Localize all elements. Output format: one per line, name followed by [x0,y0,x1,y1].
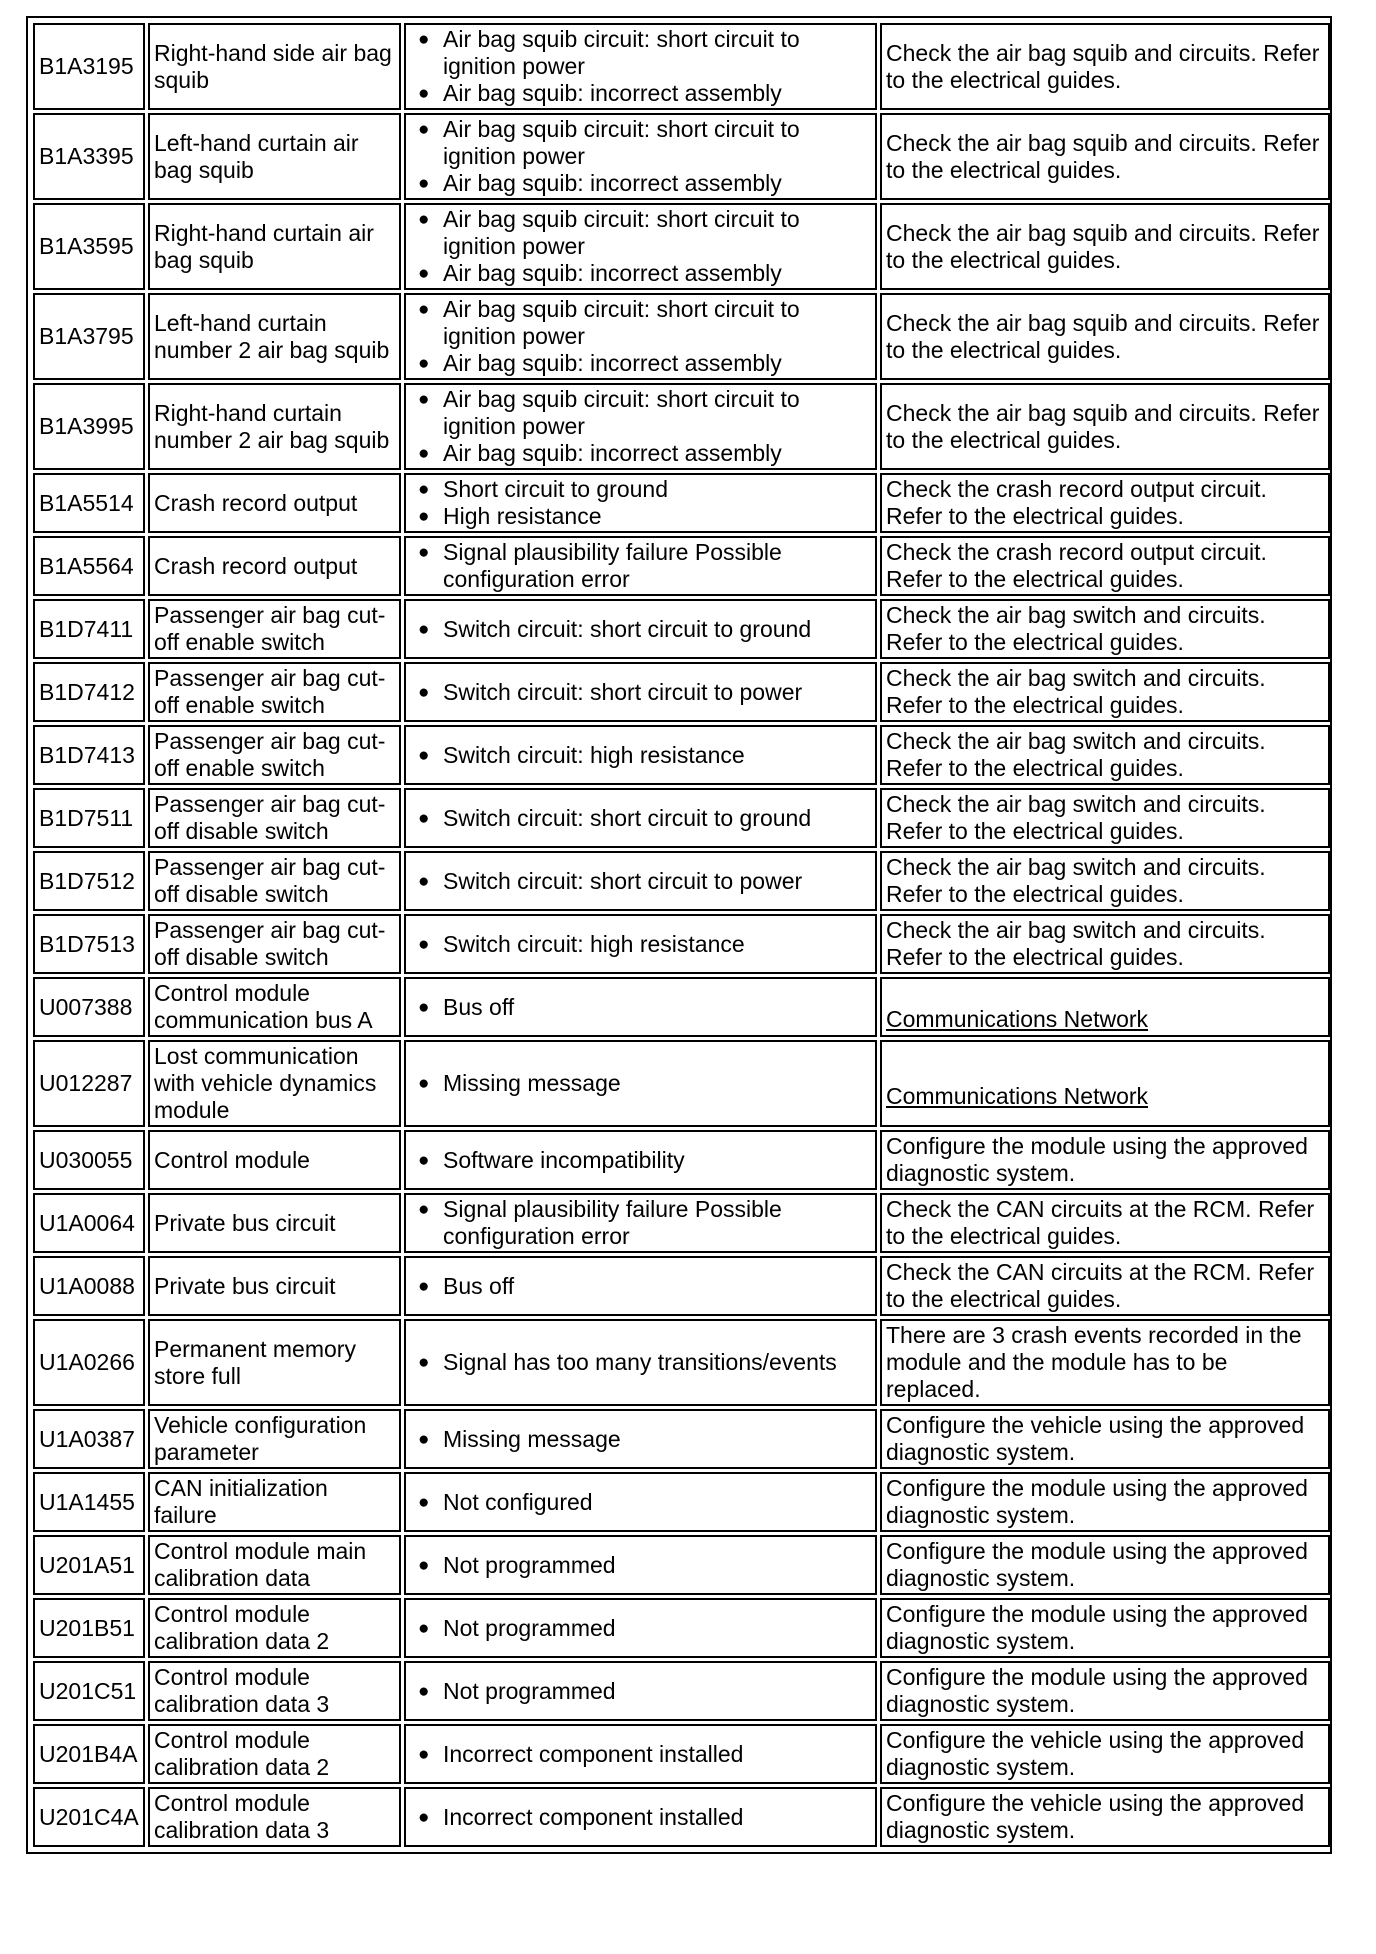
dtc-code-cell: B1A3195 [33,23,145,110]
dtc-code-cell: U1A0387 [33,1409,145,1469]
action-cell: Check the CAN circuits at the RCM. Refer to the electrical guides. [880,1193,1330,1253]
dtc-code-cell: B1A3395 [33,113,145,200]
condition-item: ● Bus off [410,994,871,1021]
component-cell: Permanent memory store full [148,1319,401,1406]
condition-cell [404,1661,877,1721]
condition-list [410,1426,871,1453]
condition-cell [404,473,877,533]
action-cell: Configure the module using the approved diagnostic system. [880,1472,1330,1532]
table-row [33,977,1330,1037]
table-row [33,536,1330,596]
dtc-code-cell: B1D7511 [33,788,145,848]
component-cell: Control module calibration data 2 [148,1724,401,1784]
action-cell [880,1040,1330,1127]
condition-list [410,539,871,593]
condition-cell [404,851,877,911]
condition-cell [404,113,877,200]
condition-item: ● Air bag squib: incorrect assembly [410,80,871,107]
condition-item: ● Not programmed [410,1678,871,1705]
table-row [33,1409,1330,1469]
table-row [33,293,1330,380]
condition-cell [404,293,877,380]
condition-cell [404,203,877,290]
dtc-code-cell: B1D7412 [33,662,145,722]
condition-cell [404,977,877,1037]
component-cell: Lost communication with vehicle dynamics module [148,1040,401,1127]
condition-item: ● Not configured [410,1489,871,1516]
action-cell: Configure the vehicle using the approved diagnostic system. [880,1409,1330,1469]
dtc-table [30,20,1333,1850]
dtc-code-cell: B1A3995 [33,383,145,470]
condition-item: ● Switch circuit: short circuit to power [410,868,871,895]
condition-list [410,26,871,107]
condition-cell [404,599,877,659]
condition-item: ● Switch circuit: short circuit to ground [410,805,871,832]
component-cell: Private bus circuit [148,1256,401,1316]
action-cell: Check the air bag switch and circuits. Refer to the electrical guides. [880,725,1330,785]
condition-list [410,476,871,530]
condition-item: ● Air bag squib circuit: short circuit to ignition power [410,206,871,260]
condition-cell [404,1256,877,1316]
condition-item: ● Air bag squib: incorrect assembly [410,440,871,467]
action-cell: Check the CAN circuits at the RCM. Refer to the electrical guides. [880,1256,1330,1316]
dtc-code-cell: B1D7413 [33,725,145,785]
dtc-code-cell: B1A3795 [33,293,145,380]
action-cell: Configure the module using the approved diagnostic system. [880,1130,1330,1190]
action-cell: Check the air bag squib and circuits. Refer to the electrical guides. [880,113,1330,200]
table-row [33,1040,1330,1127]
dtc-code-cell: B1A5564 [33,536,145,596]
dtc-code-cell: B1A5514 [33,473,145,533]
table-row [33,851,1330,911]
condition-cell [404,1598,877,1658]
table-row [33,1472,1330,1532]
component-cell: Control module calibration data 2 [148,1598,401,1658]
action-cell: Check the crash record output circuit. Refer to the electrical guides. [880,473,1330,533]
condition-cell [404,914,877,974]
condition-cell [404,1193,877,1253]
table-row [33,788,1330,848]
condition-cell [404,1472,877,1532]
action-cell: Configure the vehicle using the approved diagnostic system. [880,1787,1330,1847]
condition-item: ● Air bag squib: incorrect assembly [410,260,871,287]
component-cell: Left-hand curtain number 2 air bag squib [148,293,401,380]
condition-cell [404,662,877,722]
component-cell: Private bus circuit [148,1193,401,1253]
condition-list [410,616,871,643]
condition-list [410,1615,871,1642]
condition-list [410,1489,871,1516]
condition-list [410,805,871,832]
condition-item: ● Signal has too many transitions/events [410,1349,871,1376]
component-cell: Right-hand side air bag squib [148,23,401,110]
condition-item: ● Switch circuit: short circuit to ground [410,616,871,643]
condition-item: ● High resistance [410,503,871,530]
dtc-code-cell: B1A3595 [33,203,145,290]
condition-list [410,1678,871,1705]
condition-cell [404,383,877,470]
table-row [33,113,1330,200]
condition-item: ● Not programmed [410,1615,871,1642]
component-cell: Right-hand curtain number 2 air bag squib [148,383,401,470]
condition-item: ● Air bag squib: incorrect assembly [410,170,871,197]
action-cell: Check the air bag squib and circuits. Refer to the electrical guides. [880,293,1330,380]
condition-list [410,994,871,1021]
condition-list [410,1349,871,1376]
table-row [33,1256,1330,1316]
condition-cell [404,536,877,596]
communications-network-link[interactable]: Communications Network [886,1082,1149,1109]
condition-list [410,116,871,197]
condition-item: ● Software incompatibility [410,1147,871,1174]
component-cell: Passenger air bag cut-off disable switch [148,788,401,848]
table-row [33,383,1330,470]
action-cell: Configure the module using the approved diagnostic system. [880,1598,1330,1658]
condition-list [410,679,871,706]
dtc-code-cell: U201C4A [33,1787,145,1847]
component-cell: Crash record output [148,536,401,596]
table-row [33,1787,1330,1847]
action-cell: Check the air bag squib and circuits. Refer to the electrical guides. [880,23,1330,110]
condition-item: ● Short circuit to ground [410,476,871,503]
table-row [33,599,1330,659]
action-cell: Check the air bag switch and circuits. Refer to the electrical guides. [880,662,1330,722]
condition-list [410,868,871,895]
condition-cell [404,1130,877,1190]
condition-list [410,296,871,377]
condition-item: ● Air bag squib: incorrect assembly [410,350,871,377]
condition-item: ● Air bag squib circuit: short circuit to ignition power [410,116,871,170]
condition-list [410,1552,871,1579]
dtc-code-cell: U1A0088 [33,1256,145,1316]
action-cell: Configure the vehicle using the approved diagnostic system. [880,1724,1330,1784]
action-cell: Check the air bag switch and circuits. Refer to the electrical guides. [880,788,1330,848]
table-row [33,23,1330,110]
table-row [33,1319,1330,1406]
action-cell: Configure the module using the approved diagnostic system. [880,1661,1330,1721]
table-row [33,1724,1330,1784]
component-cell: Left-hand curtain air bag squib [148,113,401,200]
action-cell: Check the air bag switch and circuits. Refer to the electrical guides. [880,914,1330,974]
condition-cell [404,1724,877,1784]
dtc-code-cell: U1A0266 [33,1319,145,1406]
component-cell: Right-hand curtain air bag squib [148,203,401,290]
table-row [33,203,1330,290]
condition-item: ● Air bag squib circuit: short circuit to ignition power [410,386,871,440]
condition-item: ● Signal plausibility failure Possible configuration error [410,1196,871,1250]
component-cell: CAN initialization failure [148,1472,401,1532]
condition-item: ● Air bag squib circuit: short circuit to ignition power [410,26,871,80]
condition-item: ● Not programmed [410,1552,871,1579]
dtc-code-cell: U030055 [33,1130,145,1190]
condition-item: ● Bus off [410,1273,871,1300]
action-cell: Check the air bag squib and circuits. Refer to the electrical guides. [880,203,1330,290]
component-cell: Control module main calibration data [148,1535,401,1595]
condition-item: ● Incorrect component installed [410,1741,871,1768]
condition-list [410,931,871,958]
condition-list [410,1147,871,1174]
dtc-code-cell: U201C51 [33,1661,145,1721]
condition-list [410,206,871,287]
dtc-table-frame [26,16,1332,1854]
component-cell: Control module [148,1130,401,1190]
dtc-table-body [33,23,1330,1847]
table-row [33,1193,1330,1253]
condition-list [410,1741,871,1768]
condition-item: ● Switch circuit: high resistance [410,742,871,769]
dtc-code-cell: U201A51 [33,1535,145,1595]
dtc-code-cell: U1A0064 [33,1193,145,1253]
condition-item: ● Air bag squib circuit: short circuit to ignition power [410,296,871,350]
condition-list [410,1273,871,1300]
condition-item: ● Incorrect component installed [410,1804,871,1831]
component-cell: Passenger air bag cut-off enable switch [148,725,401,785]
condition-cell [404,1787,877,1847]
table-row [33,1535,1330,1595]
component-cell: Control module calibration data 3 [148,1787,401,1847]
condition-cell [404,1319,877,1406]
communications-network-link[interactable]: Communications Network [886,1006,1149,1032]
condition-list [410,1196,871,1250]
component-cell: Passenger air bag cut-off disable switch [148,851,401,911]
condition-list [410,1070,871,1097]
dtc-code-cell: B1D7411 [33,599,145,659]
table-row [33,662,1330,722]
dtc-code-cell: B1D7513 [33,914,145,974]
dtc-code-cell: U007388 [33,977,145,1037]
condition-cell [404,1409,877,1469]
condition-cell [404,725,877,785]
table-row [33,914,1330,974]
dtc-code-cell: U012287 [33,1040,145,1127]
table-row [33,1661,1330,1721]
action-cell: Configure the module using the approved diagnostic system. [880,1535,1330,1595]
component-cell: Control module calibration data 3 [148,1661,401,1721]
condition-item: ● Switch circuit: high resistance [410,931,871,958]
action-cell [880,977,1330,1037]
action-cell: Check the air bag switch and circuits. Refer to the electrical guides. [880,599,1330,659]
component-cell: Passenger air bag cut-off enable switch [148,662,401,722]
table-row [33,725,1330,785]
condition-list [410,742,871,769]
component-cell: Passenger air bag cut-off disable switch [148,914,401,974]
component-cell: Control module communication bus A [148,977,401,1037]
action-cell: Check the crash record output circuit. Refer to the electrical guides. [880,536,1330,596]
component-cell: Vehicle configuration parameter [148,1409,401,1469]
condition-cell [404,1535,877,1595]
dtc-code-cell: U201B4A [33,1724,145,1784]
condition-list [410,1804,871,1831]
dtc-code-cell: B1D7512 [33,851,145,911]
condition-item: ● Missing message [410,1070,871,1097]
table-row [33,1598,1330,1658]
action-cell: Check the air bag squib and circuits. Refer to the electrical guides. [880,383,1330,470]
condition-item: ● Missing message [410,1426,871,1453]
table-row [33,1130,1330,1190]
condition-item: ● Signal plausibility failure Possible configuration error [410,539,871,593]
condition-cell [404,788,877,848]
component-cell: Crash record output [148,473,401,533]
dtc-code-cell: U201B51 [33,1598,145,1658]
condition-item: ● Switch circuit: short circuit to power [410,679,871,706]
condition-cell [404,23,877,110]
action-cell: There are 3 crash events recorded in the module and the module has to be replaced. [880,1319,1330,1406]
component-cell: Passenger air bag cut-off enable switch [148,599,401,659]
condition-cell [404,1040,877,1127]
action-cell: Check the air bag switch and circuits. Refer to the electrical guides. [880,851,1330,911]
table-row [33,473,1330,533]
dtc-code-cell: U1A1455 [33,1472,145,1532]
condition-list [410,386,871,467]
